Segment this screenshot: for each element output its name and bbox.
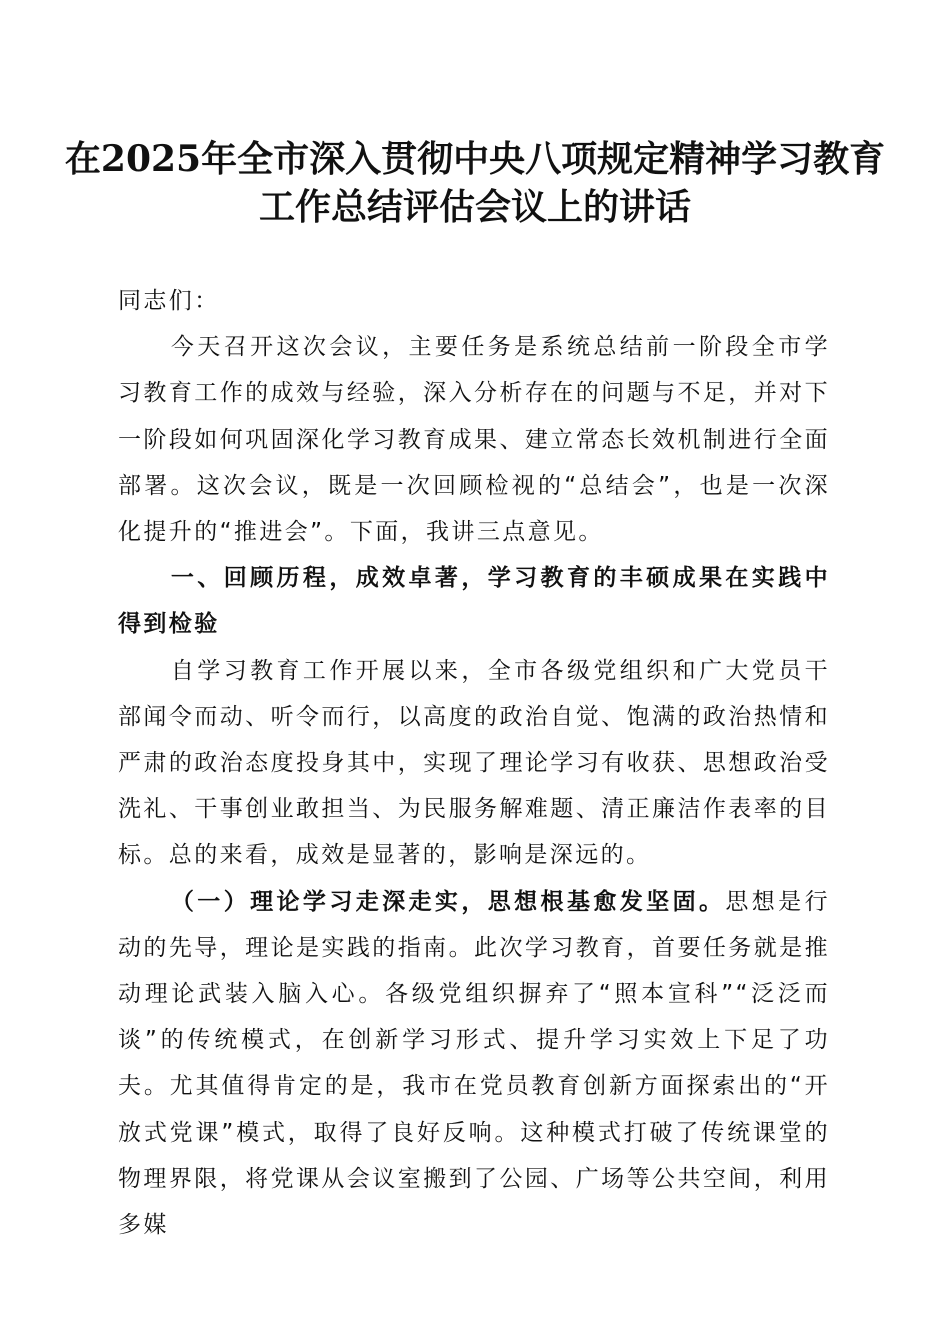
document-title: 在2025年全市深入贯彻中央八项规定精神学习教育工作总结评估会议上的讲话 [64, 138, 886, 228]
section-1-paragraph: 自学习教育工作开展以来，全市各级党组织和广大党员干部闻令而动、听令而行，以高度的政治自觉、饱满的政治热情和严肃的政治态度投身其中，实现了理论学习有收获、思想政治受洗礼、干事创业敢担当、为民服务解难题、清正廉洁作表率的目标。总的来看，成效是显著的，影响是深远的。 [118, 657, 830, 869]
salutation: 同志们： [118, 288, 220, 314]
subsection-1-text: 思想是行动的先导，理论是实践的指南。此次学习教育，首要任务就是推动理论武装入脑入心。各级党组织摒弃了“照本宣科”“泛泛而谈”的传统模式，在创新学习形式、提升学习实效上下足了功夫。尤其值得肯定的是，我市在党员教育创新方面探索出的“开放式党课”模式，取得了良好反响。这种模式打破了传统课堂的物理界限，将党课从会议室搬到了公园、广场等公共空间，利用多媒 [118, 888, 830, 1239]
section-1-heading: 一、回顾历程，成效卓著，学习教育的丰硕成果在实践中得到检验 [118, 565, 830, 638]
subsection-1-heading: （一）理论学习走深走实，思想根基愈发坚固。 [170, 887, 726, 915]
intro-paragraph: 今天召开这次会议，主要任务是系统总结前一阶段全市学习教育工作的成效与经验，深入分析存在的问题与不足，并对下一阶段如何巩固深化学习教育成果、建立常态长效机制进行全面部署。这次会议，既是一次回顾检视的“总结会”，也是一次深化提升的“推进会”。下面，我讲三点意见。 [118, 334, 830, 546]
document-body [118, 278, 830, 1248]
subsection-1-paragraph [118, 879, 830, 1249]
